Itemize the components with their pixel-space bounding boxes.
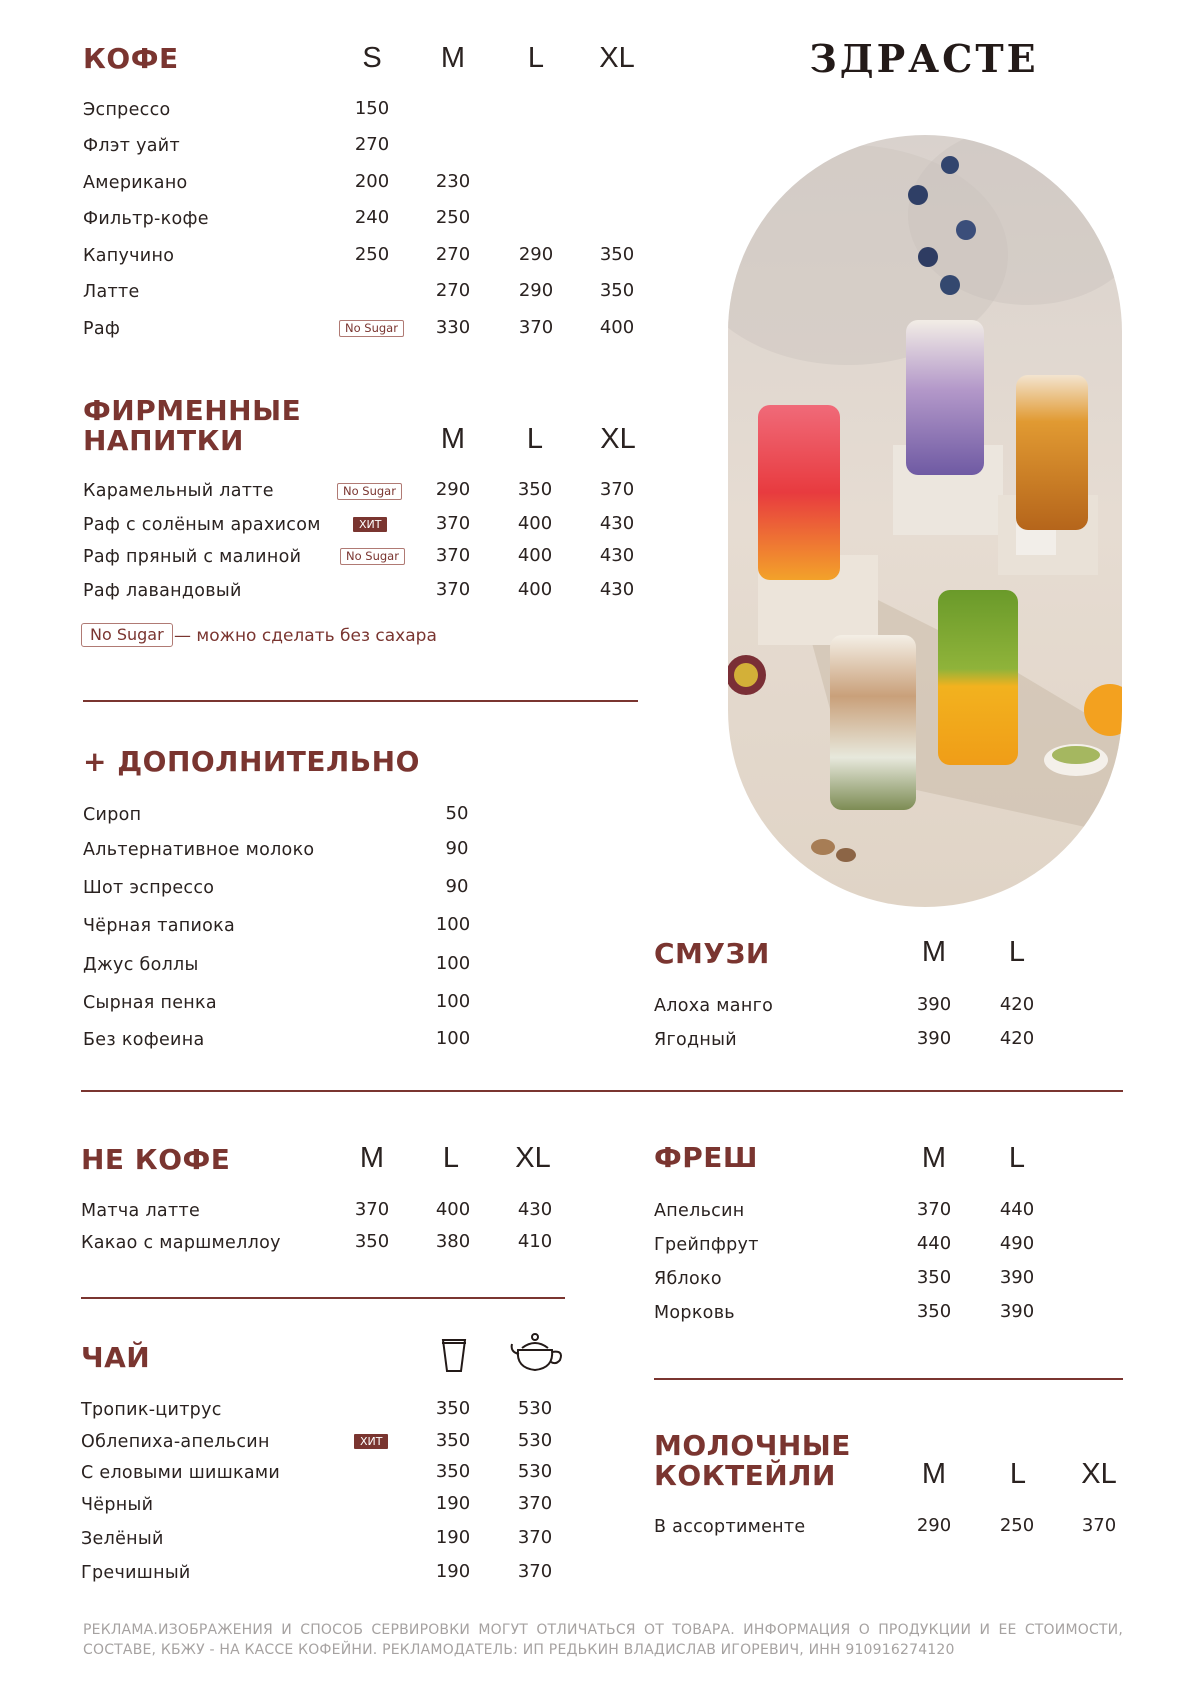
signature-item-name: Раф лавандовый bbox=[83, 581, 242, 601]
divider bbox=[81, 1090, 1123, 1092]
signature-price: 400 bbox=[517, 579, 553, 600]
fresh-price: 440 bbox=[916, 1233, 952, 1254]
signature-size-m: M bbox=[440, 423, 466, 455]
coffee-price: 330 bbox=[435, 317, 471, 338]
signature-size-l: L bbox=[526, 423, 544, 455]
advertising-disclaimer: РЕКЛАМА.ИЗОБРАЖЕНИЯ И СПОСОБ СЕРВИРОВКИ МОГУТ ОТЛИЧАТЬСЯ ОТ ТОВАРА. ИНФОРМАЦИЯ О ПРОДУКЦИИ И ЕЕ СТОИМОСТИ, СОСТАВЕ, КБЖУ - НА КАССЕ КОФЕЙНИ. РЕКЛАМОДАТЕЛЬ: ИП РЕДЬКИН ВЛАДИСЛАВ ИГОРЕВИЧ, ИНН 910916274120 bbox=[83, 1622, 1123, 1658]
tea-price-pot: 530 bbox=[517, 1430, 553, 1451]
tea-price-pot: 370 bbox=[517, 1493, 553, 1514]
milkshakes-price: 370 bbox=[1081, 1515, 1117, 1536]
not-coffee-size-m: M bbox=[359, 1142, 385, 1174]
fresh-price: 390 bbox=[999, 1267, 1035, 1288]
divider bbox=[81, 1297, 565, 1299]
extras-title: + ДОПОЛНИТЕЛЬНО bbox=[83, 745, 420, 778]
coffee-size-m: M bbox=[440, 42, 466, 74]
signature-item-name: Раф с солёным арахисом bbox=[83, 515, 321, 535]
signature-price: 370 bbox=[435, 513, 471, 534]
smoothie-size-l: L bbox=[1008, 936, 1026, 968]
not-coffee-price: 380 bbox=[435, 1231, 471, 1252]
extras-item-name: Сырная пенка bbox=[83, 993, 217, 1013]
extras-price: 90 bbox=[445, 838, 469, 859]
signature-price: 370 bbox=[435, 545, 471, 566]
tea-price-pot: 370 bbox=[517, 1527, 553, 1548]
coffee-price: 350 bbox=[599, 244, 635, 265]
coffee-item-name: Фильтр-кофе bbox=[83, 209, 209, 229]
not-coffee-price: 400 bbox=[435, 1199, 471, 1220]
extras-item-name: Без кофеина bbox=[83, 1030, 205, 1050]
coffee-size-s: S bbox=[362, 42, 382, 74]
no-sugar-legend-tag: No Sugar bbox=[81, 623, 173, 647]
not-coffee-title: НЕ КОФЕ bbox=[81, 1143, 231, 1176]
tea-item-name: Гречишный bbox=[81, 1563, 191, 1583]
milkshakes-title-line2: КОКТЕЙЛИ bbox=[654, 1459, 836, 1492]
fresh-item-name: Апельсин bbox=[654, 1201, 745, 1221]
extras-item-name: Альтернативное молоко bbox=[83, 840, 315, 860]
fresh-size-l: L bbox=[1008, 1142, 1026, 1174]
smoothie-price: 420 bbox=[999, 994, 1035, 1015]
signature-price: 370 bbox=[435, 579, 471, 600]
hit-tag: ХИТ bbox=[353, 517, 387, 532]
signature-price: 430 bbox=[599, 545, 635, 566]
hit-tag: ХИТ bbox=[354, 1434, 388, 1449]
extras-item-name: Чёрная тапиока bbox=[83, 916, 236, 936]
coffee-price: 270 bbox=[435, 244, 471, 265]
no-sugar-legend-text: — можно сделать без сахара bbox=[174, 626, 437, 646]
not-coffee-price: 370 bbox=[354, 1199, 390, 1220]
smoothie-item-name: Ягодный bbox=[654, 1030, 737, 1050]
coffee-title: КОФЕ bbox=[83, 42, 179, 75]
signature-size-xl: XL bbox=[600, 423, 636, 455]
fresh-item-name: Яблоко bbox=[654, 1269, 722, 1289]
fresh-item-name: Грейпфрут bbox=[654, 1235, 759, 1255]
no-sugar-tag: No Sugar bbox=[339, 320, 404, 337]
cup-icon bbox=[439, 1334, 469, 1374]
tea-item-name: Зелёный bbox=[81, 1529, 164, 1549]
not-coffee-price: 350 bbox=[354, 1231, 390, 1252]
coffee-size-l: L bbox=[527, 42, 545, 74]
milkshakes-price: 290 bbox=[916, 1515, 952, 1536]
fresh-price: 350 bbox=[916, 1301, 952, 1322]
not-coffee-item-name: Какао с маршмеллоу bbox=[81, 1233, 281, 1253]
signature-price: 370 bbox=[599, 479, 635, 500]
not-coffee-size-l: L bbox=[442, 1142, 460, 1174]
not-coffee-price: 430 bbox=[517, 1199, 553, 1220]
milkshakes-price: 250 bbox=[999, 1515, 1035, 1536]
coffee-price: 270 bbox=[354, 134, 390, 155]
milkshakes-item-name: В ассортименте bbox=[654, 1517, 806, 1537]
extras-price: 100 bbox=[435, 953, 471, 974]
signature-item-name: Раф пряный с малиной bbox=[83, 547, 302, 567]
coffee-item-name: Флэт уайт bbox=[83, 136, 180, 156]
milkshakes-size-m: M bbox=[921, 1458, 947, 1490]
extras-item-name: Шот эспрессо bbox=[83, 878, 215, 898]
fresh-price: 490 bbox=[999, 1233, 1035, 1254]
signature-price: 430 bbox=[599, 579, 635, 600]
divider bbox=[654, 1378, 1123, 1380]
tea-item-name: Облепиха-апельсин bbox=[81, 1432, 270, 1452]
coffee-size-xl: XL bbox=[599, 42, 635, 74]
coffee-item-name: Капучино bbox=[83, 246, 175, 266]
tea-price-cup: 190 bbox=[435, 1493, 471, 1514]
smoothie-item-name: Алоха манго bbox=[654, 996, 774, 1016]
tea-title: ЧАЙ bbox=[81, 1341, 151, 1374]
signature-price: 400 bbox=[517, 545, 553, 566]
extras-price: 100 bbox=[435, 914, 471, 935]
signature-price: 400 bbox=[517, 513, 553, 534]
tea-item-name: Тропик-цитрус bbox=[81, 1400, 222, 1420]
brand-logo: ЗДРАСТЕ bbox=[809, 36, 1039, 81]
tea-price-pot: 530 bbox=[517, 1461, 553, 1482]
extras-price: 90 bbox=[445, 876, 469, 897]
coffee-price: 350 bbox=[599, 280, 635, 301]
fresh-price: 390 bbox=[999, 1301, 1035, 1322]
not-coffee-size-xl: XL bbox=[515, 1142, 551, 1174]
tea-price-cup: 350 bbox=[435, 1398, 471, 1419]
signature-price: 350 bbox=[517, 479, 553, 500]
no-sugar-tag: No Sugar bbox=[337, 483, 402, 500]
smoothie-price: 420 bbox=[999, 1028, 1035, 1049]
divider bbox=[83, 700, 638, 702]
coffee-price: 200 bbox=[354, 171, 390, 192]
extras-item-name: Джус боллы bbox=[83, 955, 199, 975]
drinks-photo bbox=[728, 135, 1122, 907]
coffee-price: 150 bbox=[354, 98, 390, 119]
signature-title-line2: НАПИТКИ bbox=[83, 424, 244, 457]
coffee-item-name: Латте bbox=[83, 282, 140, 302]
fresh-size-m: M bbox=[921, 1142, 947, 1174]
extras-item-name: Сироп bbox=[83, 805, 142, 825]
tea-item-name: Чёрный bbox=[81, 1495, 154, 1515]
tea-price-cup: 190 bbox=[435, 1527, 471, 1548]
coffee-price: 400 bbox=[599, 317, 635, 338]
coffee-price: 230 bbox=[435, 171, 471, 192]
fresh-price: 440 bbox=[999, 1199, 1035, 1220]
coffee-item-name: Американо bbox=[83, 173, 188, 193]
signature-item-name: Карамельный латте bbox=[83, 481, 274, 501]
signature-title-line1: ФИРМЕННЫЕ bbox=[83, 394, 302, 427]
smoothie-price: 390 bbox=[916, 994, 952, 1015]
milkshakes-title-line1: МОЛОЧНЫЕ bbox=[654, 1429, 851, 1462]
coffee-item-name: Эспрессо bbox=[83, 100, 171, 120]
no-sugar-tag: No Sugar bbox=[340, 548, 405, 565]
coffee-item-name: Раф bbox=[83, 319, 121, 339]
signature-price: 430 bbox=[599, 513, 635, 534]
coffee-price: 290 bbox=[518, 280, 554, 301]
smoothie-title: СМУЗИ bbox=[654, 937, 770, 970]
coffee-price: 270 bbox=[435, 280, 471, 301]
not-coffee-item-name: Матча латте bbox=[81, 1201, 201, 1221]
fresh-price: 350 bbox=[916, 1267, 952, 1288]
fresh-title: ФРЕШ bbox=[654, 1141, 759, 1174]
coffee-price: 240 bbox=[354, 207, 390, 228]
milkshakes-size-xl: XL bbox=[1081, 1458, 1117, 1490]
extras-price: 100 bbox=[435, 1028, 471, 1049]
coffee-price: 250 bbox=[435, 207, 471, 228]
tea-price-cup: 350 bbox=[435, 1430, 471, 1451]
tea-price-pot: 370 bbox=[517, 1561, 553, 1582]
extras-price: 100 bbox=[435, 991, 471, 1012]
tea-item-name: С еловыми шишками bbox=[81, 1463, 281, 1483]
not-coffee-price: 410 bbox=[517, 1231, 553, 1252]
fresh-item-name: Морковь bbox=[654, 1303, 735, 1323]
smoothie-price: 390 bbox=[916, 1028, 952, 1049]
teapot-icon bbox=[510, 1332, 566, 1374]
milkshakes-size-l: L bbox=[1009, 1458, 1027, 1490]
tea-price-pot: 530 bbox=[517, 1398, 553, 1419]
tea-price-cup: 190 bbox=[435, 1561, 471, 1582]
signature-price: 290 bbox=[435, 479, 471, 500]
coffee-price: 290 bbox=[518, 244, 554, 265]
smoothie-size-m: M bbox=[921, 936, 947, 968]
coffee-price: 250 bbox=[354, 244, 390, 265]
extras-price: 50 bbox=[445, 803, 469, 824]
coffee-price: 370 bbox=[518, 317, 554, 338]
fresh-price: 370 bbox=[916, 1199, 952, 1220]
tea-price-cup: 350 bbox=[435, 1461, 471, 1482]
